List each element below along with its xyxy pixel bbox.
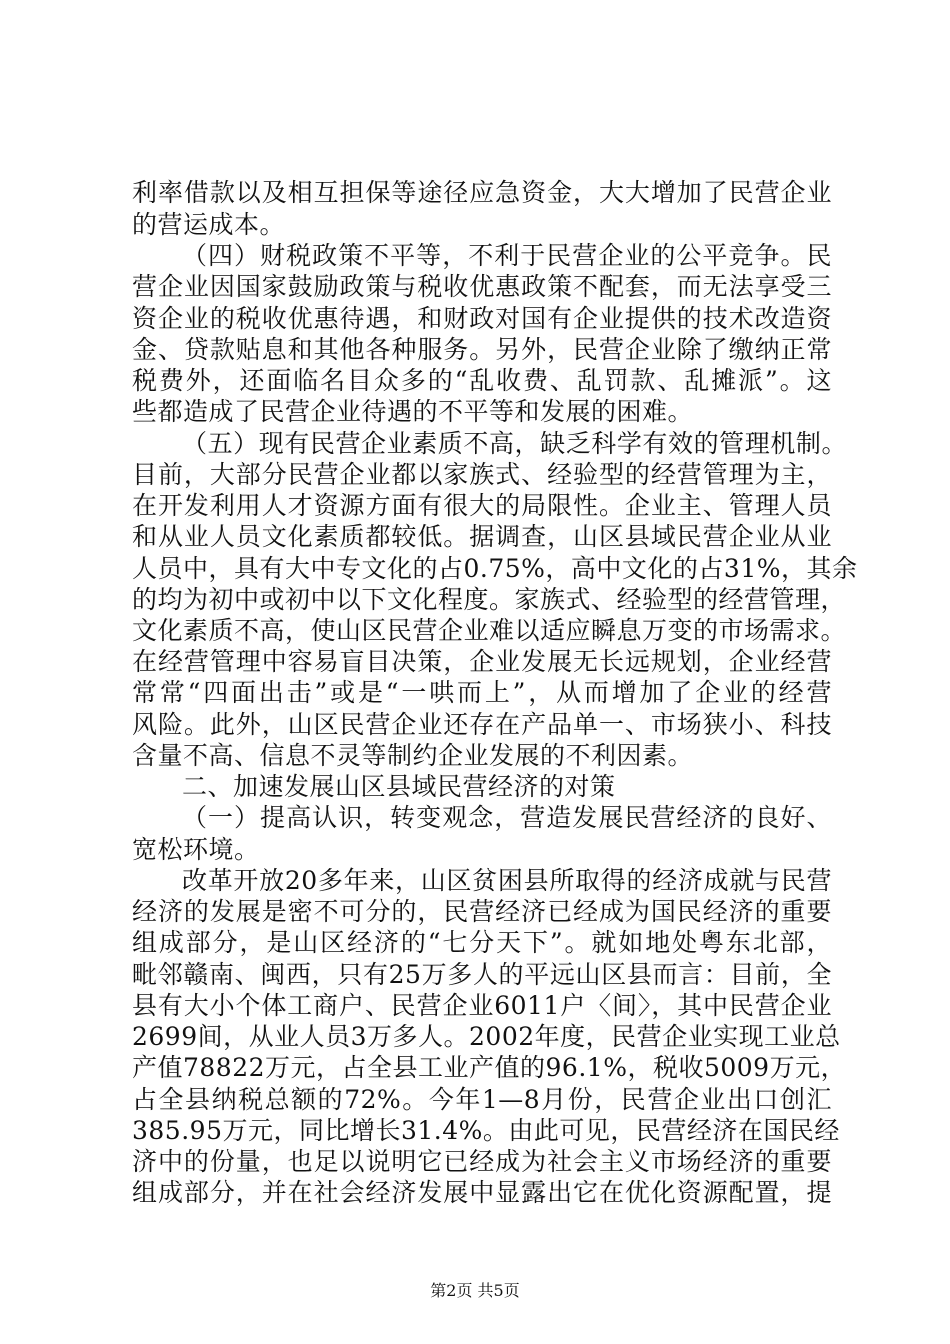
text-line: 宽松环境。 — [132, 835, 260, 864]
text-line: 和从业人员文化素质都较低。据调查，山区县域民营企业从业 — [132, 522, 832, 551]
text-line: 些都造成了民营企业待遇的不平等和发展的困难。 — [132, 397, 694, 426]
text-line: 常常“四面出击”或是“一哄而上”，从而增加了企业的经营 — [132, 678, 832, 707]
text-line: 产值78822万元，占全县工业产值的96.1%，税收5009万元， — [132, 1053, 847, 1082]
text-line: 县有大小个体工商户、民营企业6011户〈间〉，其中民营企业 — [132, 991, 832, 1020]
text-line: 税费外，还面临名目众多的“乱收费、乱罚款、乱摊派”。这 — [132, 366, 832, 395]
text-line: 金、贷款贴息和其他各种服务。另外，民营企业除了缴纳正常 — [132, 335, 832, 364]
text-line: 占全县纳税总额的72%。今年1—8月份，民营企业出口创汇 — [132, 1085, 832, 1114]
text-line: 在开发利用人才资源方面有很大的局限性。企业主、管理人员 — [132, 491, 832, 520]
text-line: 含量不高、信息不灵等制约企业发展的不利因素。 — [132, 741, 694, 770]
text-line: 济中的份量，也足以说明它已经成为社会主义市场经济的重要 — [132, 1147, 832, 1176]
text-line: 组成部分，并在社会经济发展中显露出它在优化资源配置，提 — [132, 1178, 832, 1207]
text-line: 目前，大部分民营企业都以家族式、经验型的经营管理为主， — [132, 460, 832, 489]
text-line: 的营运成本。 — [132, 210, 286, 239]
text-line: 毗邻赣南、闽西，只有25万多人的平远山区县而言：目前，全 — [132, 960, 832, 989]
text-line: 2699间，从业人员3万多人。2002年度，民营企业实现工业总 — [132, 1022, 841, 1051]
text-line: 文化素质不高，使山区民营企业难以适应瞬息万变的市场需求。 — [132, 616, 847, 645]
text-line: 营企业因国家鼓励政策与税收优惠政策不配套，而无法享受三 — [132, 272, 832, 301]
text-line: 385.95万元，同比增长31.4%。由此可见，民营经济在国民经 — [132, 1116, 840, 1145]
text-line: （四）财税政策不平等，不利于民营企业的公平竞争。民 — [182, 241, 832, 270]
text-line: 改革开放20多年来，山区贫困县所取得的经济成就与民营 — [182, 866, 832, 895]
text-line: 人员中，具有大中专文化的占0.75%，高中文化的占31%，其余 — [132, 554, 858, 583]
text-line: 利率借款以及相互担保等途径应急资金，大大增加了民营企业 — [132, 178, 832, 207]
text-line: 风险。此外，山区民营企业还存在产品单一、市场狭小、科技 — [132, 710, 832, 739]
text-line: 的均为初中或初中以下文化程度。家族式、经验型的经营管理， — [132, 585, 847, 614]
text-line: 经济的发展是密不可分的，民营经济已经成为国民经济的重要 — [132, 897, 832, 926]
text-line: 组成部分，是山区经济的“七分天下”。就如地处粤东北部， — [132, 928, 832, 957]
subsection-heading: （一）提高认识，转变观念，营造发展民营经济的良好、 — [182, 803, 832, 832]
section-heading: 二、加速发展山区县域民营经济的对策 — [182, 772, 616, 801]
page-footer: 第2页 共5页 — [430, 1281, 520, 1300]
text-line: 在经营管理中容易盲目决策，企业发展无长远规划，企业经营 — [132, 647, 832, 676]
text-line: （五）现有民营企业素质不高，缺乏科学有效的管理机制。 — [182, 429, 847, 458]
text-line: 资企业的税收优惠待遇，和财政对国有企业提供的技术改造资 — [132, 304, 832, 333]
